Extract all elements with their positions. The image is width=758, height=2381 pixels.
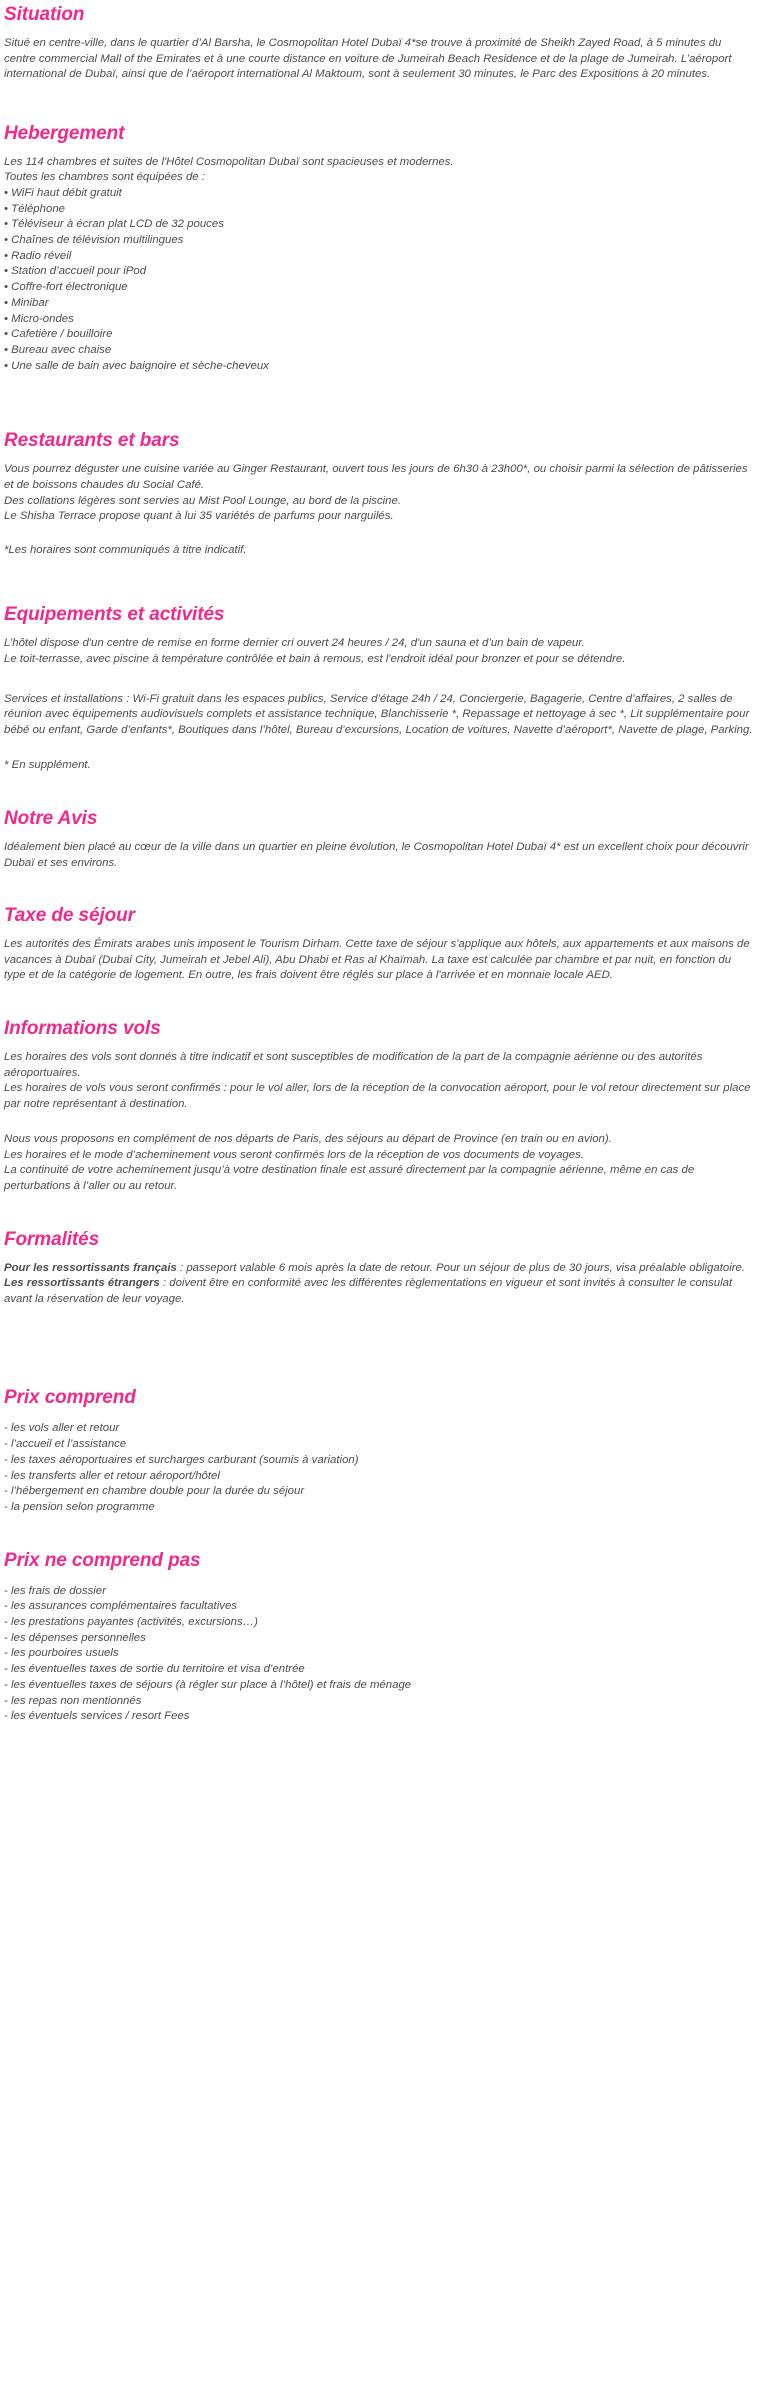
section-restaurants xyxy=(4,430,754,558)
section-informations-vols xyxy=(4,1018,754,1195)
section-taxe-de-sejour xyxy=(4,905,754,984)
section-title-restaurants: Restaurants et bars xyxy=(4,430,180,452)
section-formalites xyxy=(4,1229,754,1308)
list-item: - la pension selon programme xyxy=(4,1500,155,1513)
section-prix-comprend xyxy=(4,1387,754,1515)
prix-ne-comprend-pas-list xyxy=(4,1584,754,1725)
prix-comprend-list xyxy=(4,1421,754,1515)
formalites-line-1 xyxy=(4,1261,754,1277)
list-item: • Une salle de bain avec baignoire et sèche-cheveux xyxy=(4,359,269,372)
situation-paragraph: Situé en centre-ville, dans le quartier d’Al Barsha, le Cosmopolitan Hotel Dubaï 4*se trouve à proximité de Sheikh Zayed Road, à 5 minutes du centre commercial Mall of the Emirates et à une courte distance en voiture de Jumeirah Beach Residence et de la plage de Jumeirah. L’aéroport international de Dubaï, ainsi que de l’aéroport international Al Maktoum, sont à seulement 30 minutes, le Parc des Expositions à 20 minutes. xyxy=(4,37,732,81)
list-item: - les éventuelles taxes de sortie du territoire et visa d’entrée xyxy=(4,1663,305,1676)
list-item: • Téléviseur à écran plat LCD de 32 pouces xyxy=(4,218,224,231)
informations-vols-para-1-line-1: Les horaires des vols sont donnés à titre indicatif et sont susceptibles de modification de la part de la compagnie aérienne ou des autorités aéroportuaires. xyxy=(4,1050,703,1079)
section-equipements xyxy=(4,604,754,774)
list-item: • Chaînes de télévision multilingues xyxy=(4,234,184,247)
restaurants-line-2: Des collations légères sont servies au Mist Pool Lounge, au bord de la piscine. xyxy=(4,494,401,507)
informations-vols-para-1-line-2: Les horaires de vols vous seront confirmés : pour le vol aller, lors de la réception de la convocation aéroport, pour le vol retour directement sur place par notre représentant à destination. xyxy=(4,1082,751,1110)
informations-vols-para-2-line-3: La continuité de votre acheminement jusqu’à votre destination finale est assuré directement par la compagnie aérienne, même en cas de perturbations à l’aller ou au retour. xyxy=(4,1164,695,1193)
section-notre-avis xyxy=(4,808,754,871)
formalites-line-1-rest: : passeport valable 6 mois après la date de retour. Pour un séjour de plus de 30 jours, visa préalable obligatoire. xyxy=(176,1261,746,1274)
section-title-situation: Situation xyxy=(4,4,85,25)
restaurants-note: *Les horaires sont communiqués à titre indicatif. xyxy=(4,543,247,556)
section-title-taxe-de-sejour: Taxe de séjour xyxy=(4,905,135,927)
list-item: • Micro-ondes xyxy=(4,312,74,325)
list-item: - les taxes aéroportuaires et surcharges carburant (soumis à variation) xyxy=(4,1453,359,1466)
section-title-formalites: Formalités xyxy=(4,1228,100,1250)
list-item: - les éventuelles taxes de séjours (à régler sur place à l’hôtel) et frais de ménage xyxy=(4,1678,412,1691)
list-item: • Minibar xyxy=(4,296,49,309)
section-situation xyxy=(4,0,754,83)
formalites-line-2 xyxy=(4,1276,754,1307)
list-item: - les assurances complémentaires facultatives xyxy=(4,1600,237,1613)
informations-vols-para-2-line-2: Les horaires et le mode d’acheminement vous seront confirmés lors de la réception de vos documents de voyages. xyxy=(4,1148,584,1161)
equipements-line-1: L’hôtel dispose d'un centre de remise en forme dernier cri ouvert 24 heures / 24, d'un sauna et d’un bain de vapeur. xyxy=(4,637,585,650)
taxe-paragraph: Les autorités des Émirats arabes unis imposent le Tourism Dirham. Cette taxe de séjour s'applique aux hôtels, aux appartements et aux maisons de vacances à Dubaï (Dubai City, Jumeirah et Jebel Ali), Abu Dhabi et Ras al Khaïmah. La taxe est calculée par chambre et par nuit, en fonction du type et de la catégorie de logement. En outre, les frais doivent être réglés sur place à l'arrivée et en monnaie locale AED. xyxy=(4,938,750,982)
list-item: • Coffre-fort électronique xyxy=(4,281,128,294)
list-item: • Station d’accueil pour iPod xyxy=(4,265,147,278)
list-item: • Cafetière / bouilloire xyxy=(4,328,113,341)
list-item: • WiFi haut débit gratuit xyxy=(4,186,122,199)
section-prix-ne-comprend-pas xyxy=(4,1550,754,1725)
formalites-line-1-bold: Pour les ressortissants français xyxy=(4,1261,177,1274)
list-item: - les repas non mentionnés xyxy=(4,1694,142,1707)
formalites-line-2-rest: : doivent être en conformité avec les différentes règlementations en vigueur et sont invités à consulter le consulat avant la réservation de leur voyage. xyxy=(4,1277,733,1305)
list-item: - l’accueil et l’assistance xyxy=(4,1438,127,1451)
equipements-services: Services et installations : Wi-Fi gratuit dans les espaces publics, Service d’étage 24h / 24, Conciergerie, Bagagerie, Centre d’affaires, 2 salles de réunion avec équipements audiovisuels complets et assistance technique, Blanchisserie *, Repassage et nettoyage à sec *, Lit supplémentaire pour bébé ou enfant, Garde d’enfants*, Boutiques dans l’hôtel, Bureau d’excursions, Location de voitures, Navette d’aéroport*, Navette de plage, Parking. xyxy=(4,692,753,736)
equipements-note: * En supplément. xyxy=(4,759,91,772)
notre-avis-paragraph: Idéalement bien placé au cœur de la ville dans un quartier en pleine évolution, le Cosmopolitan Hotel Dubaï 4* est un excellent choix pour découvrir Dubaï et ses environs. xyxy=(4,840,749,869)
list-item: - les vols aller et retour xyxy=(4,1422,120,1435)
restaurants-line-1: Vous pourrez déguster une cuisine variée au Ginger Restaurant, ouvert tous les jours de 6h30 à 23h00*, ou choisir parmi la sélection de pâtisseries et de boissons chaudes du Social Café. xyxy=(4,463,748,491)
list-item: • Bureau avec chaise xyxy=(4,344,112,356)
list-item: - les transferts aller et retour aéroport/hôtel xyxy=(4,1469,220,1482)
section-title-notre-avis: Notre Avis xyxy=(4,807,98,829)
list-item: - les prestations payantes (activités, excursions…) xyxy=(4,1616,258,1629)
hebergement-intro-line-1: Les 114 chambres et suites de l'Hôtel Cosmopolitan Dubaï sont spacieuses et modernes. xyxy=(4,155,454,168)
list-item: • Radio réveil xyxy=(4,249,72,262)
list-item: - les pourboires usuels xyxy=(4,1647,119,1660)
list-item: - l’hébergement en chambre double pour la durée du séjour xyxy=(4,1485,305,1498)
list-item: - les éventuels services / resort Fees xyxy=(4,1710,190,1723)
equipements-line-2: Le toit-terrasse, avec piscine à température contrôlée et bain à remous, est l'endroit idéal pour bronzer et pour se détendre. xyxy=(4,652,626,665)
list-item: - les frais de dossier xyxy=(4,1584,106,1597)
section-hebergement xyxy=(4,123,754,375)
list-item: - les dépenses personnelles xyxy=(4,1631,146,1644)
hebergement-amenities-list xyxy=(4,186,754,374)
section-title-hebergement: Hebergement xyxy=(4,122,125,144)
section-title-prix-comprend: Prix comprend xyxy=(4,1387,136,1409)
section-title-informations-vols: Informations vols xyxy=(4,1017,161,1039)
list-item: • Téléphone xyxy=(4,202,65,215)
restaurants-line-3: Le Shisha Terrace propose quant à lui 35 variétés de parfums pour narguilés. xyxy=(4,510,394,523)
section-title-prix-ne-comprend-pas: Prix ne comprend pas xyxy=(4,1549,201,1571)
section-title-equipements: Equipements et activités xyxy=(4,604,225,626)
formalites-line-2-bold: Les ressortissants étrangers xyxy=(4,1277,160,1290)
informations-vols-para-2-line-1: Nous vous proposons en complément de nos départs de Paris, des séjours au départ de Province (en train ou en avion). xyxy=(4,1133,612,1146)
hebergement-intro-line-2: Toutes les chambres sont équipées de : xyxy=(4,171,205,184)
